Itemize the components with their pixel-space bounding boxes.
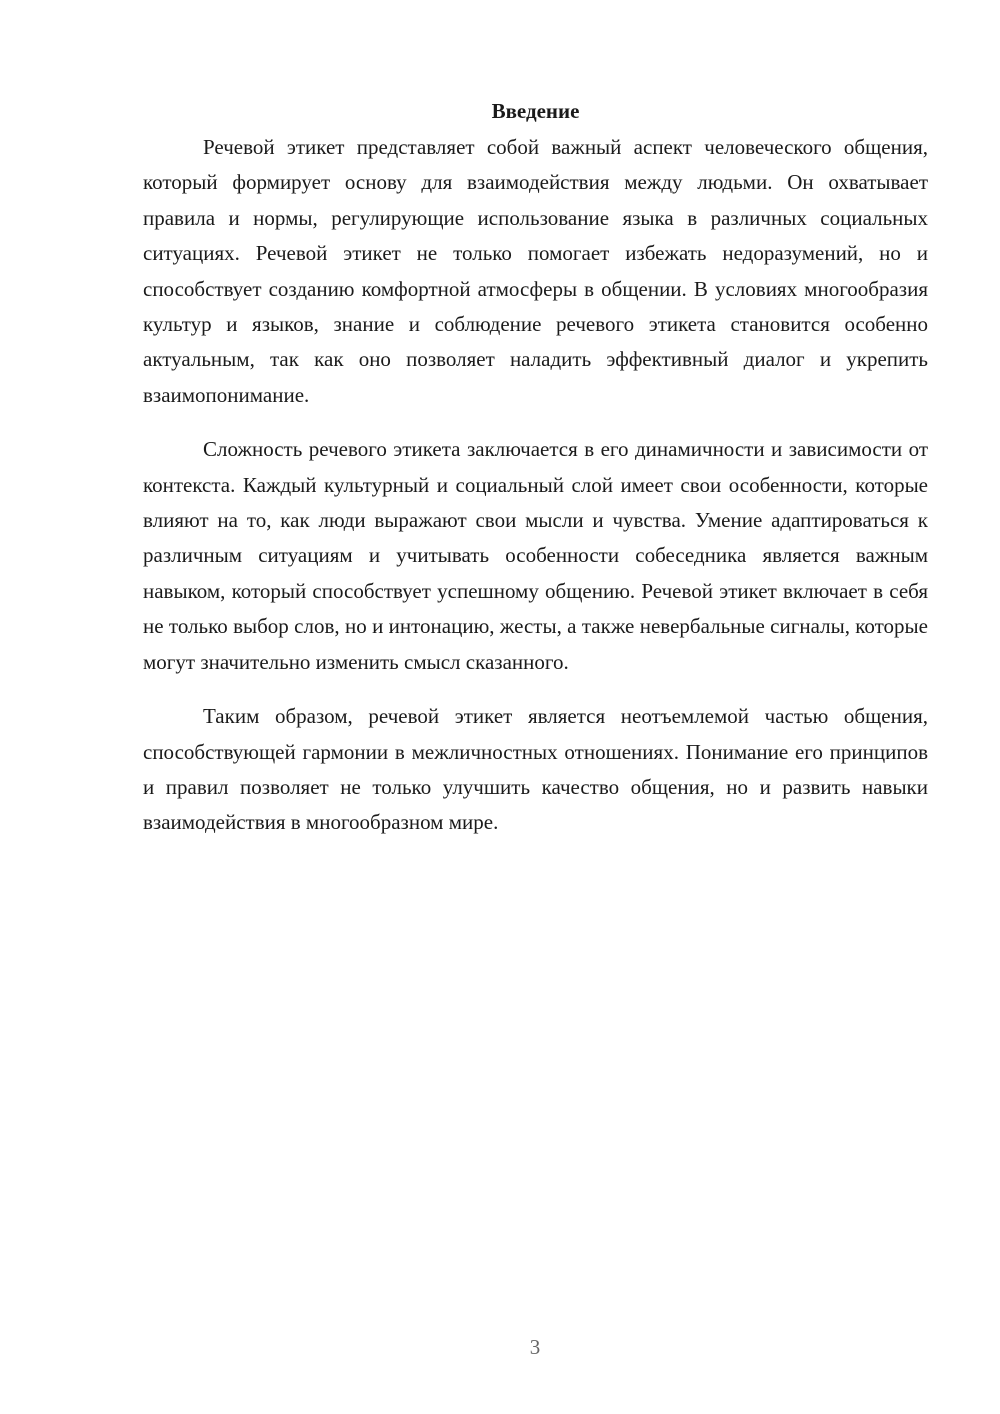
- section-title: Введение: [491, 99, 580, 123]
- paragraph-2: Сложность речевого этикета заключается в его динамичности и зависимости от контекста. Каждый культурный и социальный слой имеет свои особенности, которые влияют на то, как люди выражают свои мысли и чувства. Умение адаптироваться к различным ситуациям и учитывать особенности собеседника является важным навыком, который способствует успешному общению. Речевой этикет включает в себя не только выбор слов, но и интонацию, жесты, а также невербальные сигналы, которые могут значительно изменить смысл сказанного.: [143, 437, 928, 674]
- page-number: 3: [529, 1335, 541, 1359]
- paragraph-1: Речевой этикет представляет собой важный аспект человеческого общения, который формирует основу для взаимодействия между людьми. Он охватывает правила и нормы, регулирующие использование языка в различных социальных ситуациях. Речевой этикет не только помогает избежать недоразумений, но и способствует созданию комфортной атмосферы в общении. В условиях многообразия культур и языков, знание и соблюдение речевого этикета становится особенно актуальным, так как оно позволяет наладить эффективный диалог и укрепить взаимопонимание.: [143, 135, 928, 407]
- page-content: [143, 94, 928, 860]
- paragraph-3: Таким образом, речевой этикет является неотъемлемой частью общения, способствующей гармонии в межличностных отношениях. Понимание его принципов и правил позволяет не только улучшить качество общения, но и развить навыки взаимодействия в многообразном мире.: [143, 704, 928, 835]
